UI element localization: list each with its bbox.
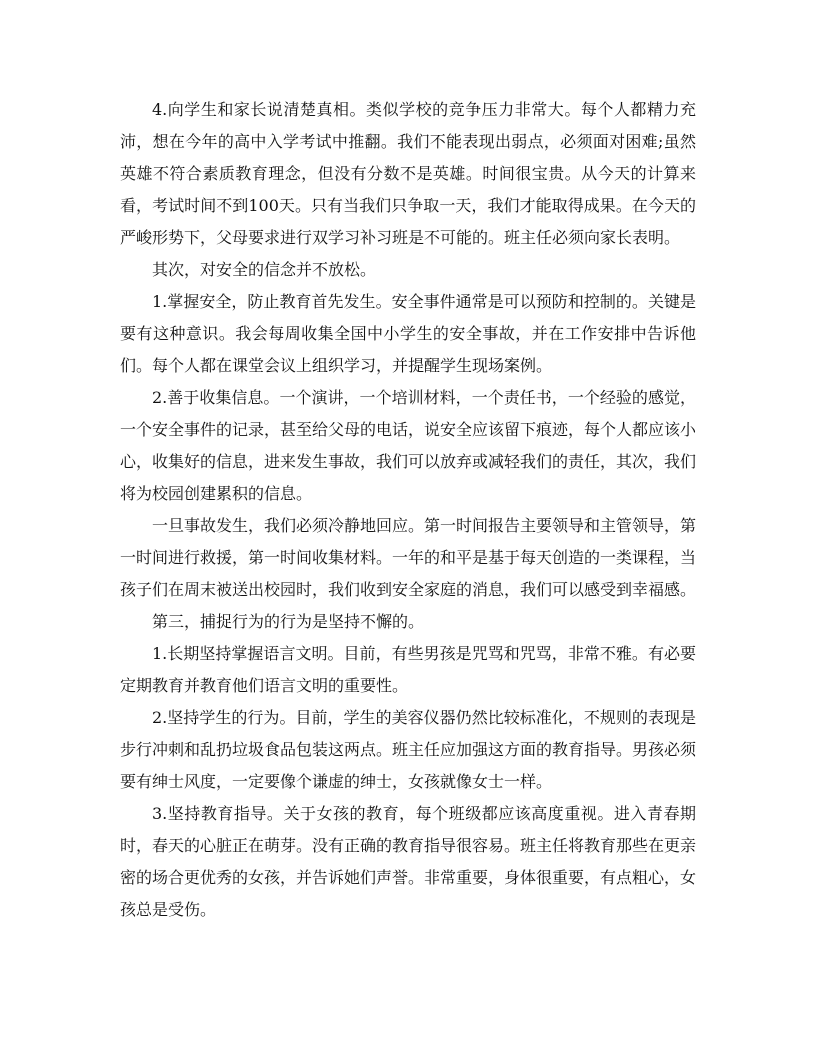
paragraph-language-civility: 1.长期坚持掌握语言文明。目前，有些男孩是咒骂和咒骂，非常不雅。有必要定期教育并教育他们语言文明的重要性。: [120, 644, 696, 695]
paragraph-accident-response: 一旦事故发生，我们必须冷静地回应。第一时间报告主要领导和主管领导，第一时间进行救援，第一时间收集材料。一年的和平是基于每天创造的一类课程，当孩子们在周末被送出校园时，我们收到安全家庭的消息，我们可以感受到幸福感。: [120, 516, 697, 599]
paragraph-education-guidance: 3.坚持教育指导。关于女孩的教育，每个班级都应该高度重视。进入青春期时，春天的心脏正在萌芽。没有正确的教育指导很容易。班主任将教育那些在更亲密的场合更优秀的女孩，并告诉她们声誉。非常重要，身体很重要，有点粗心，女孩总是受伤。: [120, 804, 697, 919]
paragraph-student-behavior: 2.坚持学生的行为。目前，学生的美容仪器仍然比较标准化，不规则的表现是步行冲刺和乱扔垃圾食品包装这两点。班主任应加强这方面的教育指导。男孩必须要有绅士风度，一定要像个谦虚的绅士，女孩就像女士一样。: [120, 708, 697, 791]
paragraph-collect-information: 2.善于收集信息。一个演讲，一个培训材料，一个责任书，一个经验的感觉，一个安全事件的记录，甚至给父母的电话，说安全应该留下痕迹，每个人都应该小心，收集好的信息，进来发生事故，我们可以放弃或减轻我们的责任，其次，我们将为校园创建累积的信息。: [120, 388, 697, 503]
paragraph-behavior-heading: 第三，捕捉行为的行为是坚持不懈的。: [152, 612, 425, 631]
document-body: [120, 94, 696, 926]
paragraph-master-safety: 1.掌握安全，防止教育首先发生。安全事件通常是可以预防和控制的。关键是要有这种意识。我会每周收集全国中小学生的安全事故，并在工作安排中告诉他们。每个人都在课堂会议上组织学习，并提醒学生现场案例。: [120, 292, 696, 375]
paragraph-truth-to-parents: 4.向学生和家长说清楚真相。类似学校的竞争压力非常大。每个人都精力充沛，想在今年的高中入学考试中推翻。我们不能表现出弱点，必须面对困难;虽然英雄不符合素质教育理念，但没有分数不是英雄。时间很宝贵。从今天的计算来看，考试时间不到100天。只有当我们只争取一天，我们才能取得成果。在今天的严峻形势下，父母要求进行双学习补习班是不可能的。班主任必须向家长表明。: [120, 100, 696, 247]
paragraph-safety-heading: 其次，对安全的信念并不放松。: [152, 260, 377, 279]
